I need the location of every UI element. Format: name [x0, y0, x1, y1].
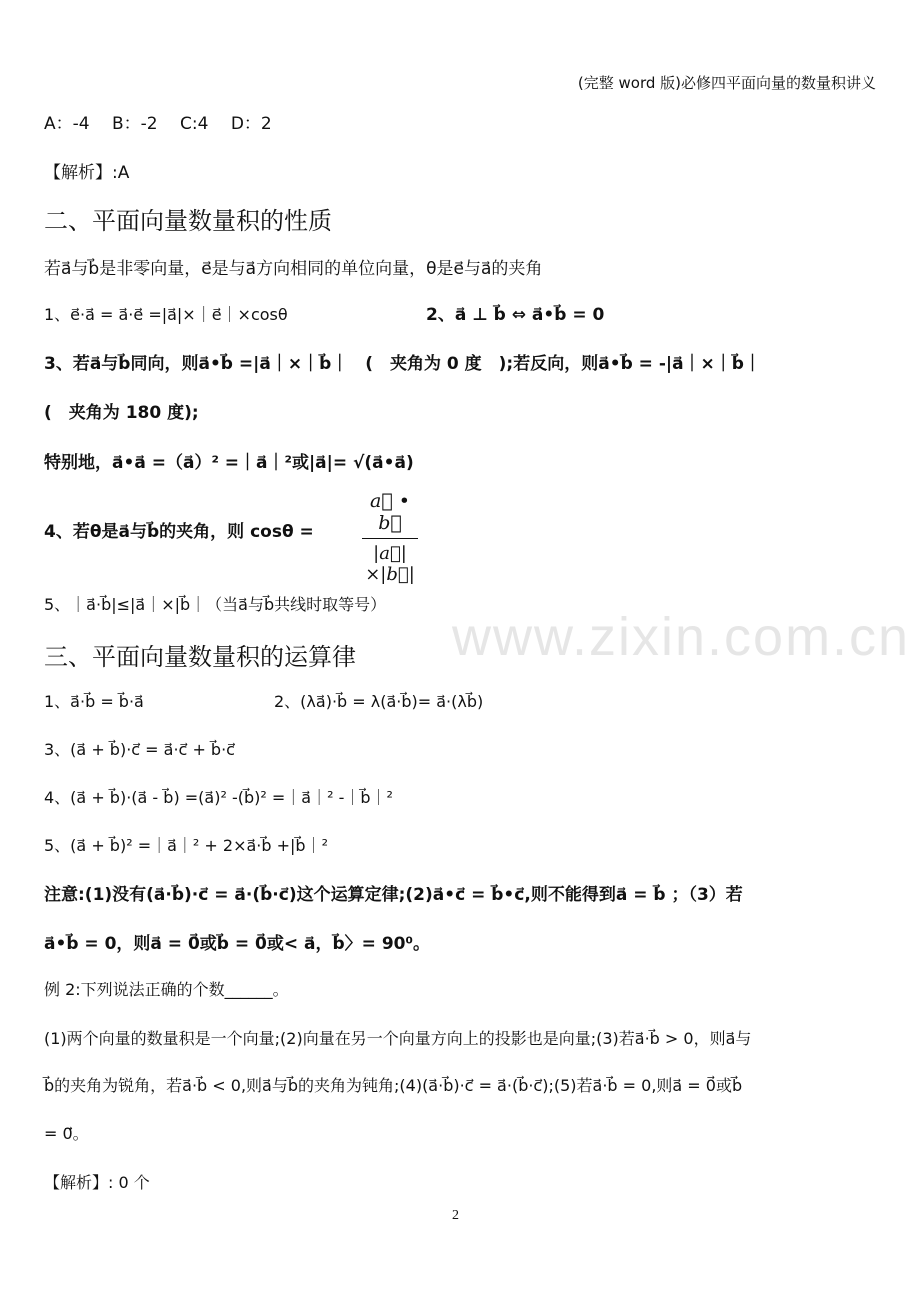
solution-1: 【解析】:A — [44, 163, 130, 183]
answer-options: A：-4 B：-2 C:4 D：2 — [44, 114, 272, 134]
cos-fraction-denominator: |a⃗|×|b⃗| — [365, 543, 415, 585]
watermark: www.zixin.com.cn — [452, 607, 911, 667]
solution-2: 【解析】: 0 个 — [44, 1173, 150, 1192]
page-number: 2 — [452, 1208, 459, 1223]
law-4: 4、(a⃗ + b⃗)·(a⃗ - b⃗) =(a⃗)² -(b⃗)² =｜a⃗｜² -｜b⃗｜² — [44, 788, 393, 807]
note-line-2: a⃗•b⃗ = 0，则a⃗ = 0⃗或b⃗ = 0⃗或< a⃗，b⃗〉= 90⁰。 — [44, 934, 430, 954]
property-intro: 若a⃗与b⃗是非零向量，e⃗是与a⃗方向相同的单位向量，θ是e⃗与a⃗的夹角 — [44, 259, 543, 279]
example-2-line-3: = 0⃗。 — [44, 1124, 89, 1143]
law-2: 2、(λa⃗)·b⃗ = λ(a⃗·b⃗)= a⃗·(λb⃗) — [274, 692, 484, 711]
example-2-line-2: b⃗的夹角为锐角，若a⃗·b⃗ < 0,则a⃗与b⃗的夹角为钝角;(4)(a⃗·b⃗)·c⃗ = a⃗·(b⃗·c⃗);(5)若a⃗·b⃗ = 0,则a⃗ = 0⃗或b⃗ — [44, 1076, 743, 1095]
property-2: 2、a⃗ ⊥ b⃗ ⇔ a⃗•b⃗ = 0 — [426, 305, 605, 325]
property-3-line-1: 3、若a⃗与b⃗同向，则a⃗•b⃗ =|a⃗｜×｜b⃗｜ ( 夹角为 0 度 );若反向，则a⃗•b⃗ = -|a⃗｜×｜b⃗｜ — [44, 354, 761, 374]
section-3-title: 三、平面向量数量积的运算律 — [44, 643, 356, 671]
example-2-line-1: (1)两个向量的数量积是一个向量;(2)向量在另一个向量方向上的投影也是向量;(3)若a⃗·b⃗ > 0，则a⃗与 — [44, 1029, 752, 1048]
property-5: 5、｜a⃗·b⃗|≤|a⃗｜×|b⃗｜（当a⃗与b⃗共线时取等号） — [44, 595, 387, 614]
document-header: (完整 word 版)必修四平面向量的数量积讲义 — [577, 74, 876, 92]
cos-fraction-numerator: a⃗ • b⃗ — [362, 490, 418, 539]
property-1: 1、e⃗·a⃗ = a⃗·e⃗ =|a⃗|×｜e⃗｜×cosθ — [44, 305, 288, 324]
section-2-title: 二、平面向量数量积的性质 — [44, 207, 332, 235]
law-5: 5、(a⃗ + b⃗)² =｜a⃗｜² + 2×a⃗·b⃗ +|b⃗｜² — [44, 836, 328, 855]
property-3-special: 特别地，a⃗•a⃗ =（a⃗）² =｜a⃗｜²或|a⃗|= √(a⃗•a⃗) — [44, 453, 414, 473]
note-line-1: 注意:(1)没有(a⃗·b⃗)·c⃗ = a⃗·(b⃗·c⃗)这个运算定律;(2)a⃗•c⃗ = b⃗•c⃗,则不能得到a⃗ = b⃗ ；（3）若 — [44, 885, 743, 905]
law-1: 1、a⃗·b⃗ = b⃗·a⃗ — [44, 692, 144, 711]
law-3: 3、(a⃗ + b⃗)·c⃗ = a⃗·c⃗ + b⃗·c⃗ — [44, 740, 235, 759]
cos-fraction — [362, 490, 418, 585]
property-3-line-2: ( 夹角为 180 度); — [44, 403, 199, 423]
example-2-title: 例 2:下列说法正确的个数______。 — [44, 980, 289, 999]
property-4: 4、若θ是a⃗与b⃗的夹角，则 cosθ = — [44, 522, 314, 542]
